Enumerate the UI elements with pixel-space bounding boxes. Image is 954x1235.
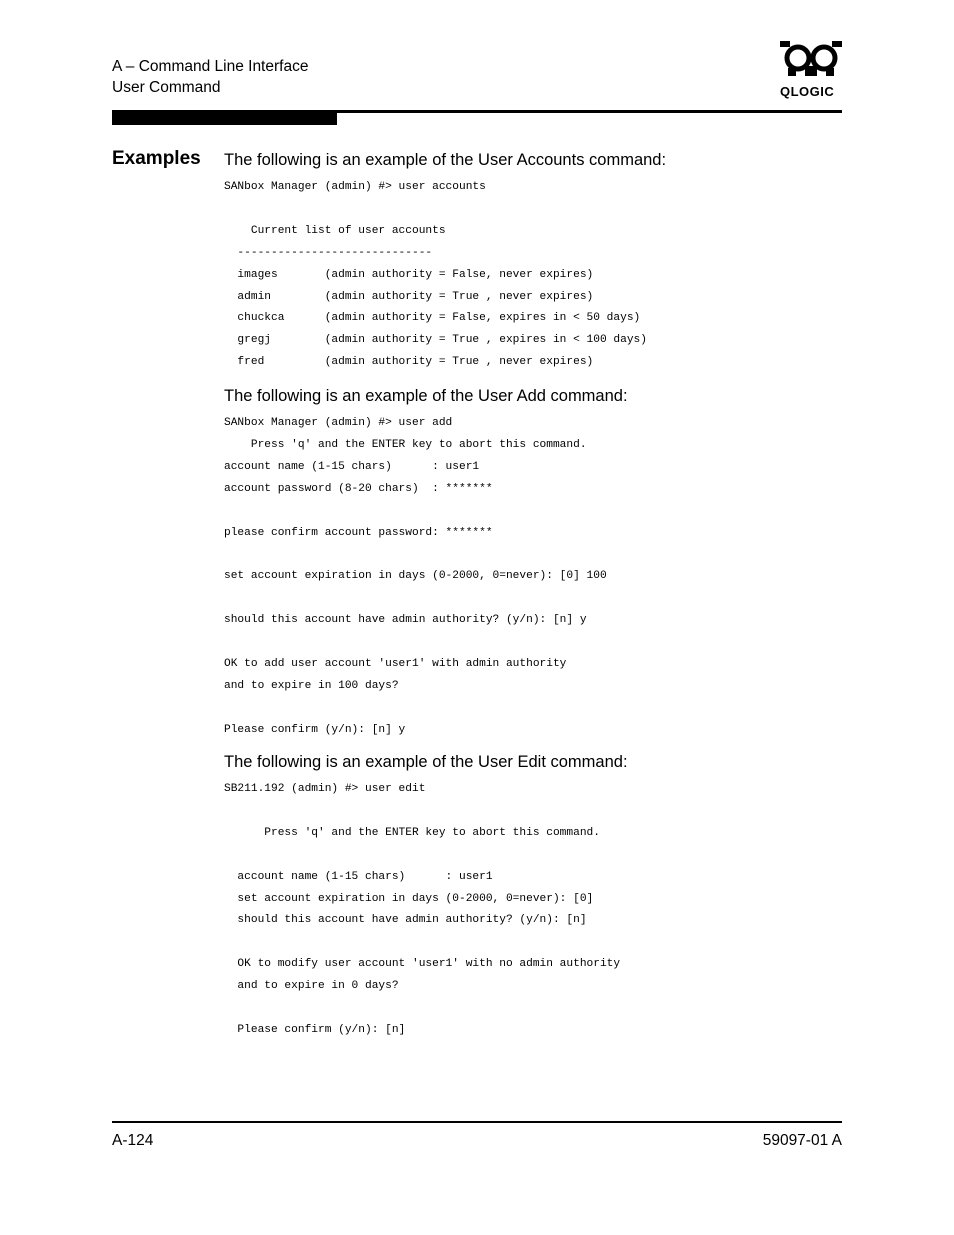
header-rule-bar (112, 110, 337, 125)
header-chapter: A – Command Line Interface (112, 58, 309, 75)
intro-user-add: The following is an example of the User Add command: (224, 387, 628, 405)
code-user-accounts: SANbox Manager (admin) #> user accounts Current list of user accounts ----------------------------- images (admin authority = False, never expires) admin (admin authority = True , never expires) chuckca (admin authority = False, expires in < 50 days) gregj (admin authority = True , expires in < 100 days) fred (admin authority = True , never expires) (224, 181, 647, 369)
examples-heading: Examples (112, 148, 201, 169)
footer-rule (112, 1121, 842, 1123)
logo-wordmark: QLOGIC (780, 84, 835, 99)
intro-user-edit: The following is an example of the User Edit command: (224, 753, 628, 771)
page-number: A-124 (112, 1132, 154, 1149)
document-number: 59097-01 A (762, 1132, 842, 1149)
intro-user-accounts: The following is an example of the User Accounts command: (224, 151, 667, 169)
header-section: User Command (112, 79, 221, 96)
code-user-edit: SB211.192 (admin) #> user edit Press 'q' and the ENTER key to abort this command. account name (1-15 chars) : user1 set account expiration in days (0-2000, 0=never): [0] should this account have admin authority? (y/n): [n] OK to modify user account 'user1' with no admin authority and to expire in 0 days? Please confirm (y/n): [n] (224, 783, 621, 1036)
code-user-add: SANbox Manager (admin) #> user add Press 'q' and the ENTER key to abort this command. account name (1-15 chars) : user1 account password (8-20 chars) : ******* please confirm account password: ******* set account expiration in days (0-2000, 0=never): [0] 100 should this account have admin authority? (y/n): [n] y OK to add user account 'user1' with admin authority and to expire in 100 days? Please confirm (y/n): [n] y (224, 417, 607, 736)
